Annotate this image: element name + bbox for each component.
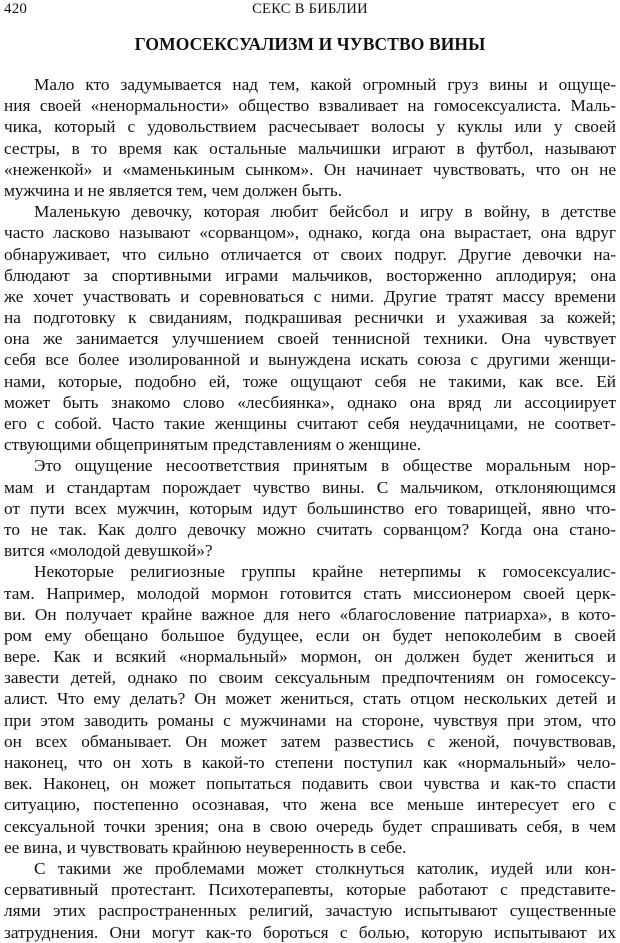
text-line: часто ласково называют «сорванцом», однако, когда она вырастает, она вдруг	[4, 223, 616, 243]
text-line: ситуацию, постепенно осознавая, что жена все меньше интересует его с	[4, 795, 616, 815]
text-line: же хочет участвовать и соревноваться с ними. Другие тратят массу времени	[4, 286, 616, 306]
text-line: Мало кто задумывается над тем, какой огромный груз вины и ощуще-	[34, 75, 616, 94]
text-line: сексуальной точки зрения; она в свою очередь будет спрашивать себя, в чем	[4, 816, 616, 836]
text-line: Маленькую девочку, которая любит бейсбол и игру в войну, в детстве	[34, 202, 616, 222]
text-line: ви. Он получает крайне важное для него «благословение патриарха», в кото-	[4, 604, 616, 624]
text-line: лями этих распространенных религий, зачастую испытывают существенные	[4, 901, 616, 921]
text-line: на подготовку к свиданиям, подкрашивая реснички и ухаживая за кожей;	[4, 308, 616, 328]
body-text	[4, 74, 616, 943]
text-line: его с собой. Часто такие женщины считают себя неудачницами, не соответ-	[4, 414, 616, 433]
text-line: «неженкой» и «маменькиным сынком». Он начинает чувствовать, что он не	[4, 159, 616, 179]
text-line: век. Наконец, он может попытаться подавить свои чувства и как-то спасти	[4, 774, 616, 794]
text-line: себя все более изолированной и вынуждена искать союза с другими женщи-	[4, 350, 616, 370]
text-line: может быть знакомо слово «лесбиянка», однако она вряд ли ассоциирует	[4, 392, 616, 412]
running-book-title: СЕКС В БИБЛИИ	[252, 1, 368, 17]
text-line: ее вина, и чувствовать крайнюю неуверенность в себе.	[4, 837, 407, 857]
text-line: от пути всех мужчин, которым идут большинство его товарищей, явно что-	[4, 498, 616, 518]
page-number: 420	[4, 1, 28, 17]
text-line: вится «молодой девушкой»?	[4, 541, 213, 561]
text-line: нами, которые, подобно ей, тоже ощущают себя не такими, как все. Ей	[4, 371, 616, 391]
text-line: завести детей, однако по своим сексуальным предпочтениям он гомосексу-	[4, 668, 616, 688]
text-line: Это ощущение несоответствия принятым в обществе моральным нор-	[34, 456, 616, 476]
text-line: алист. Что ему делать? Он может жениться, стать отцом нескольких детей и	[4, 689, 616, 709]
text-line: сестры, в то время как остальные мальчишки играют в футбол, называют	[4, 138, 616, 158]
text-line: наконец, что он хоть в какой-то степени поступил как «нормальный» чело-	[4, 753, 616, 772]
text-line: при этом заводить романы с мужчинами на стороне, чувствуя при этом, что	[4, 710, 616, 730]
text-line: Некоторые религиозные группы крайне нетерпимы к гомосексуалис-	[34, 562, 616, 582]
text-line: С такими же проблемами может столкнуться католик, иудей или кон-	[34, 858, 616, 878]
text-line: ром ему обещано большое будущее, если он будет непоколебим в своей	[4, 625, 616, 645]
running-header	[0, 0, 620, 20]
text-line: блюдают за спортивными играми мальчиков, восторженно аплодируя; она	[4, 265, 616, 285]
text-line: там. Например, молодой мормон готовится стать миссионером своей церк-	[4, 583, 616, 603]
text-line: сервативный протестант. Психотерапевты, которые работают с представите-	[4, 880, 616, 900]
text-line: он всех обманывает. Он может затем развестись с женой, почувствовав,	[4, 731, 616, 751]
text-line: вере. Как и всякий «нормальный» мормон, он должен будет жениться и	[4, 647, 616, 667]
text-line: обнаруживает, что сильно отличается от своих подруг. Другие девочки на-	[4, 244, 616, 264]
text-line: мам и стандартам порождает чувство вины. С мальчиком, отклоняющимся	[4, 477, 616, 497]
text-line: затруднения. Они могут как-то бороться с болью, которую испытывают их	[4, 922, 616, 942]
text-line: чика, который с удовольствием расчесывает волосы у куклы или у своей	[4, 117, 616, 137]
text-line: то не так. Как долго девочку можно считать сорванцом? Когда она стано-	[4, 519, 616, 539]
text-line: мужчина и не является тем, чем должен быть.	[4, 180, 343, 200]
text-line: она же занимается улучшением своей теннисной техники. Она чувствует	[4, 329, 616, 349]
text-line: ствующими общепринятым представлениям о женщине.	[4, 435, 422, 455]
chapter-title: ГОМОСЕКСУАЛИЗМ И ЧУВСТВО ВИНЫ	[134, 34, 486, 54]
text-line: ния своей «ненормальности» общество взваливает на гомосексуалиста. Маль-	[4, 96, 616, 116]
